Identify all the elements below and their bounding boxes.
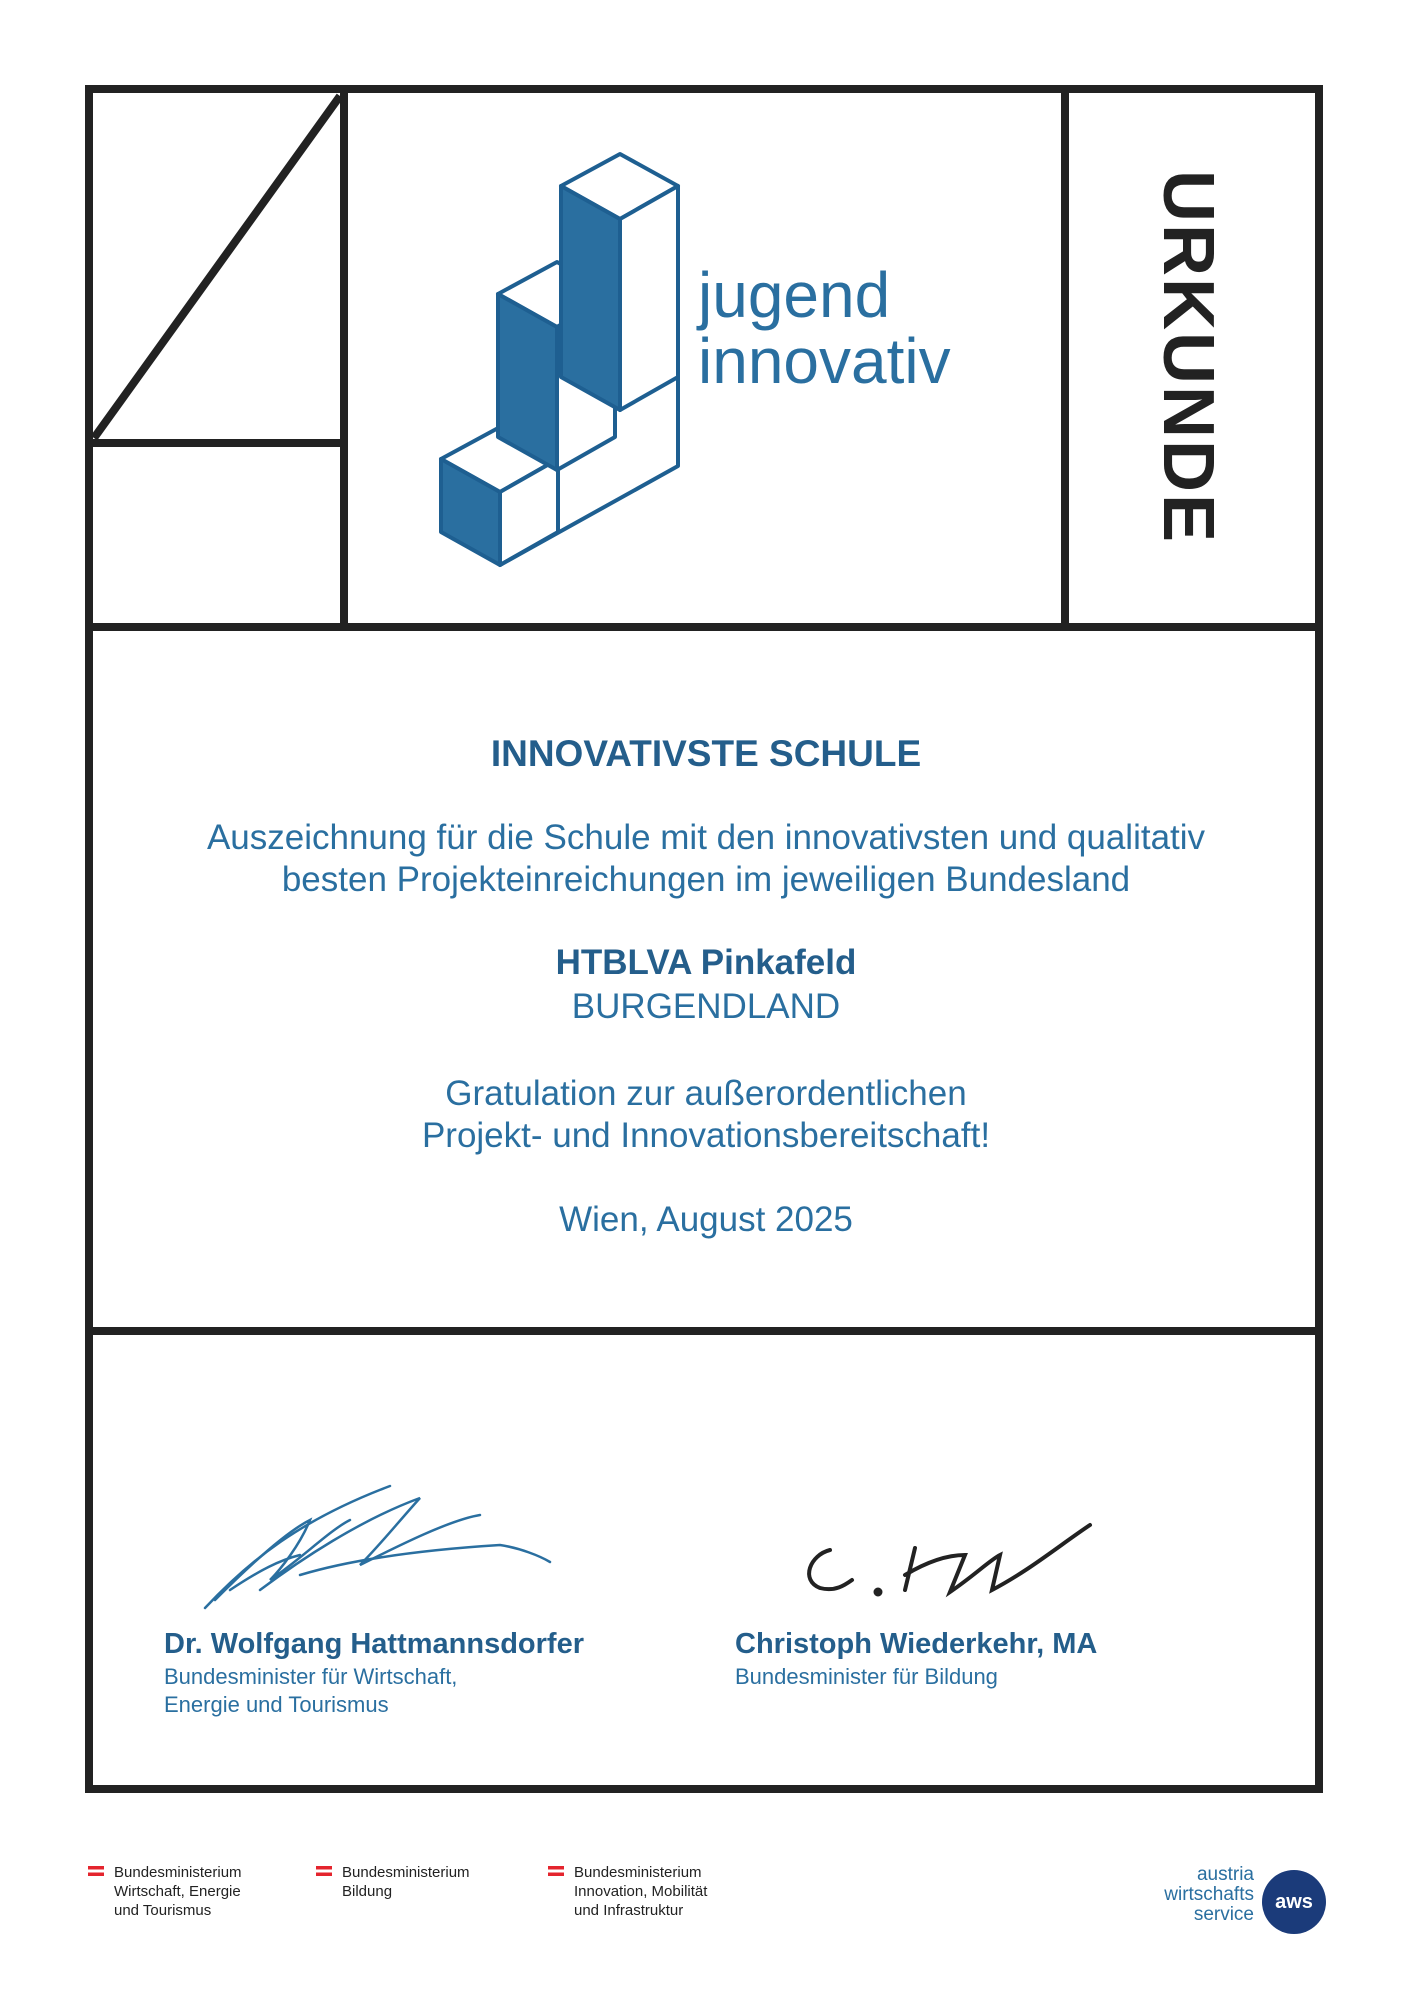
urkunde-title: URKUNDE	[1148, 170, 1228, 544]
signatory-name-1: Dr. Wolfgang Hattmannsdorfer	[164, 1628, 584, 1660]
aws-line2: wirtschafts	[1164, 1884, 1254, 1905]
award-description	[96, 817, 1316, 901]
stair-logo-icon	[441, 154, 678, 565]
signatory-role-1	[164, 1663, 457, 1719]
austria-flag-icon	[316, 1866, 332, 1876]
signatory-name-2: Christoph Wiederkehr, MA	[735, 1628, 1098, 1660]
footer-ministry-1	[114, 1863, 242, 1920]
state-name: BURGENDLAND	[571, 987, 841, 1026]
signatory-role-1-line1: Bundesminister für Wirtschaft,	[164, 1664, 458, 1689]
footer-ministry-3-line1: Bundesministerium	[574, 1864, 702, 1881]
signatory-role-2-line1: Bundesminister für Bildung	[735, 1664, 998, 1689]
award-title: INNOVATIVSTE SCHULE	[490, 733, 922, 774]
aws-logo-badge: aws	[1262, 1870, 1326, 1934]
logo-line-innovativ: innovativ	[698, 325, 951, 397]
logo-line-jugend: jugend	[698, 259, 891, 331]
footer-ministry-3-line2: Innovation, Mobilität	[574, 1883, 708, 1900]
footer-ministry-2	[342, 1863, 470, 1901]
aws-wordmark	[1164, 1865, 1254, 1925]
award-description-line1: Auszeichnung für die Schule mit den innovativsten und qualitativ	[206, 818, 1206, 857]
school-name: HTBLVA Pinkafeld	[555, 943, 857, 982]
logo-wordmark	[698, 259, 951, 397]
diagonal-line	[94, 96, 340, 438]
signature-wiederkehr	[809, 1525, 1090, 1595]
signatory-role-2	[735, 1663, 998, 1691]
congratulations-line1: Gratulation zur außerordentlichen	[445, 1074, 967, 1113]
footer-ministry-3	[574, 1863, 707, 1920]
award-description-line2: besten Projekteinreichungen im jeweiligen Bundesland	[281, 860, 1131, 899]
footer-ministry-2-line1: Bundesministerium	[342, 1864, 470, 1881]
congratulations-line2: Projekt- und Innovationsbereitschaft!	[421, 1116, 991, 1155]
signature-hattmannsdorfer	[205, 1486, 550, 1608]
footer-ministry-2-line2: Bildung	[342, 1883, 393, 1900]
signatory-role-1-line2: Energie und Tourismus	[164, 1692, 389, 1717]
place-date: Wien, August 2025	[559, 1200, 853, 1239]
austria-flag-icon	[548, 1866, 564, 1876]
austria-flag-icon	[88, 1866, 104, 1876]
footer-ministry-1-line1: Bundesministerium	[114, 1864, 242, 1881]
congratulations	[96, 1073, 1316, 1157]
aws-line1: austria	[1196, 1864, 1254, 1885]
footer-ministry-3-line3: und Infrastruktur	[574, 1902, 684, 1919]
footer-ministry-1-line2: Wirtschaft, Energie	[114, 1883, 241, 1900]
footer-ministry-1-line3: und Tourismus	[114, 1902, 212, 1919]
aws-line3: service	[1193, 1904, 1254, 1925]
